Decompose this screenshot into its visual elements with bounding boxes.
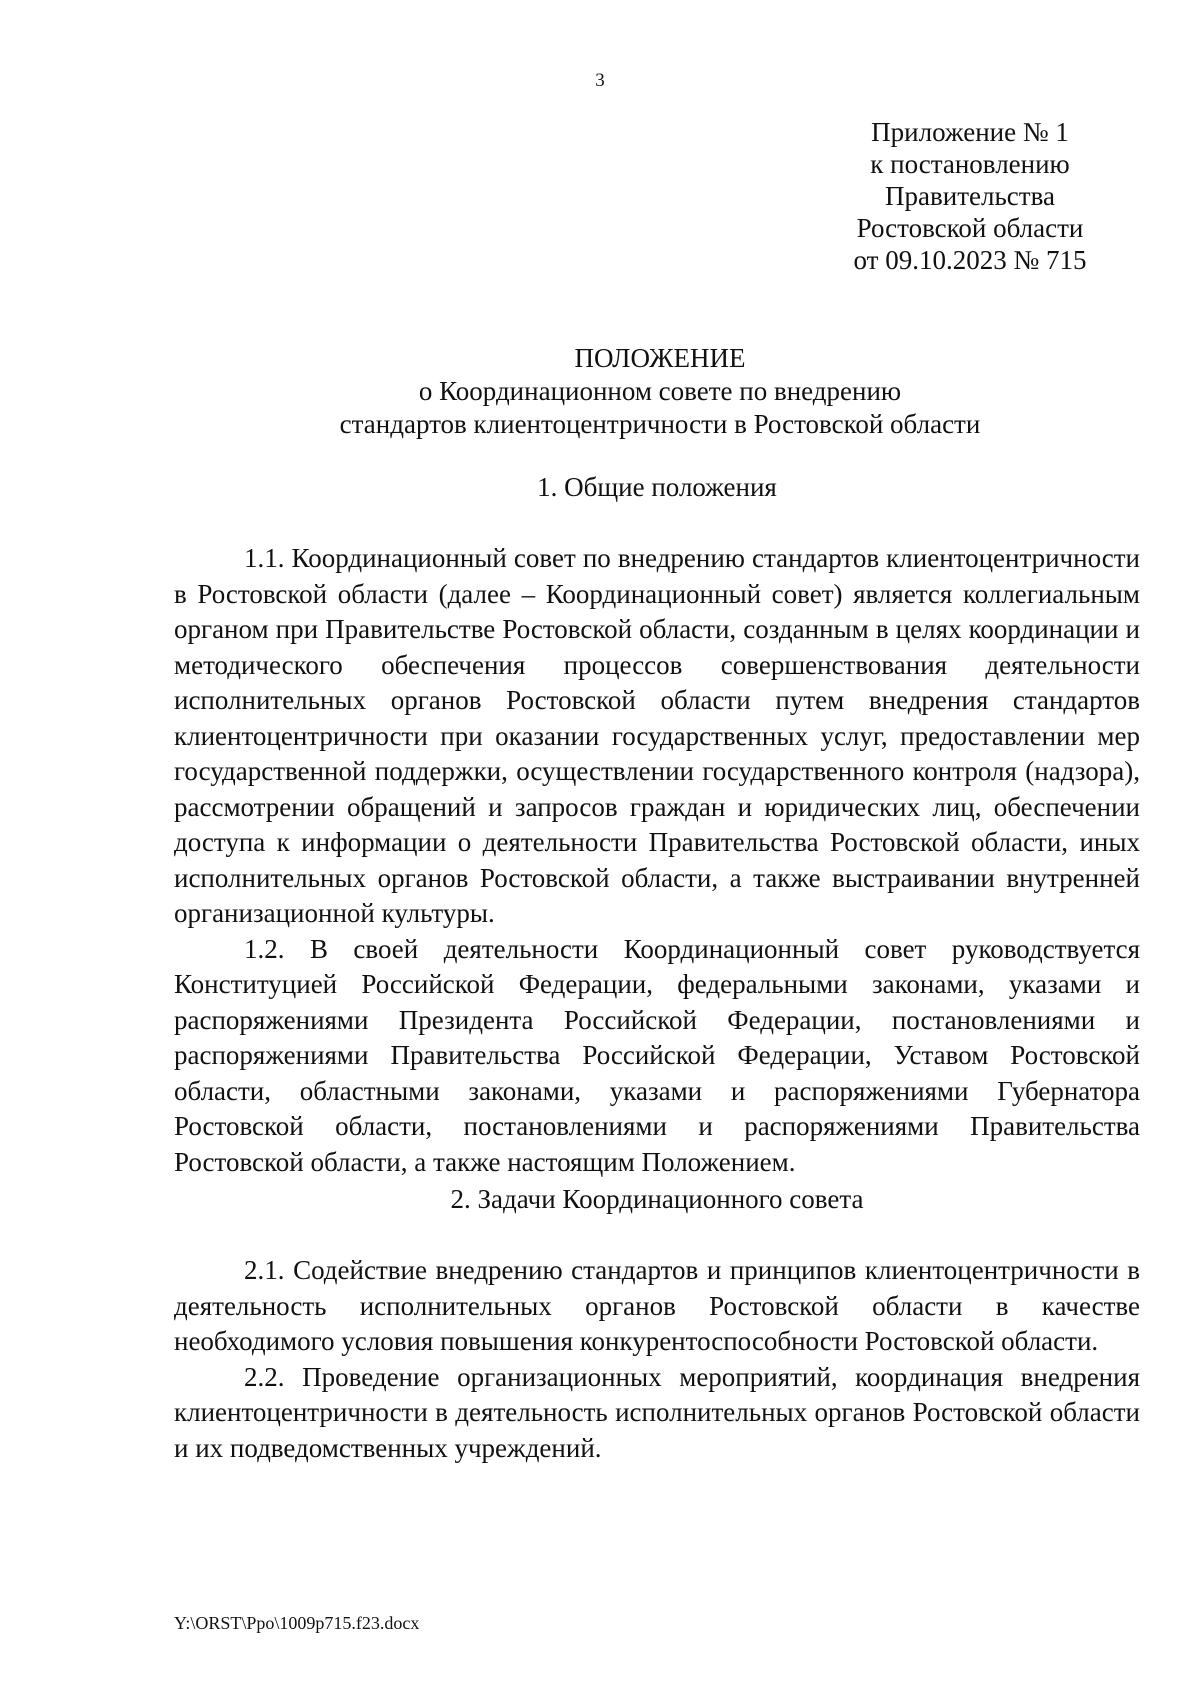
appendix-line: Ростовской области xyxy=(856,213,1084,243)
appendix-header xyxy=(800,116,1140,276)
appendix-line: к постановлению xyxy=(870,149,1070,179)
appendix-line: от 09.10.2023 № 715 xyxy=(853,245,1087,275)
document-title xyxy=(180,342,1140,441)
section-heading: 2. Задачи Координационного совета xyxy=(450,1184,864,1214)
paragraph: 2.1. Содействие внедрению стандартов и принципов клиентоцентричности в деятельность исполнительных органов Ростовской области в качестве необходимого условия повышения конкурентоспособности Ростовской области. xyxy=(174,1255,1140,1356)
title-subtitle-line: стандартов клиентоцентричности в Ростовской области xyxy=(339,409,981,439)
section-tasks xyxy=(174,1182,1140,1466)
section-heading: 1. Общие положения xyxy=(537,472,777,502)
page-number: 3 xyxy=(595,70,605,91)
appendix-line: Правительства xyxy=(885,181,1055,211)
title-subtitle-line: о Координационном совете по внедрению xyxy=(418,376,902,406)
paragraph: 2.2. Проведение организационных мероприятий, координация внедрения клиентоцентричности в деятельность исполнительных органов Ростовской области и их подведомственных учреждений. xyxy=(174,1361,1140,1463)
appendix-line: Приложение № 1 xyxy=(871,117,1069,147)
paragraph: 1.1. Координационный совет по внедрению стандартов клиентоцентричности в Ростовской области (далее – Координационный совет) является коллегиальным органом при Правительстве Ростовской области, созданным в целях координации и методического обеспечения процессов совершенствования деятельности исполнительных органов Ростовской области путем внедрения стандартов клиентоцентричности при оказании государственных услуг, предоставлении мер государственной поддержки, осуществлении государственного контроля (надзора), рассмотрении обращений и запросов граждан и юридических лиц, обеспечении доступа к информации о деятельности Правительства Ростовской области, иных исполнительных органов Ростовской области, а также выстраивании внутренней организационной культуры. xyxy=(174,543,1140,928)
paragraph: 1.2. В своей деятельности Координационный совет руководствуется Конституцией Российской Федерации, федеральными законами, указами и распоряжениями Президента Российской Федерации, постановлениями и распоряжениями Правительства Российской Федерации, Уставом Ростовской области, областными законами, указами и распоряжениями Губернатора Ростовской области, постановлениями и распоряжениями Правительства Ростовской области, а также настоящим Положением. xyxy=(174,933,1140,1177)
file-path-footer: Y:\ORST\Ppo\1009p715.f23.docx xyxy=(174,1613,420,1633)
title-heading: ПОЛОЖЕНИЕ xyxy=(574,343,746,373)
section-general xyxy=(174,470,1140,1180)
